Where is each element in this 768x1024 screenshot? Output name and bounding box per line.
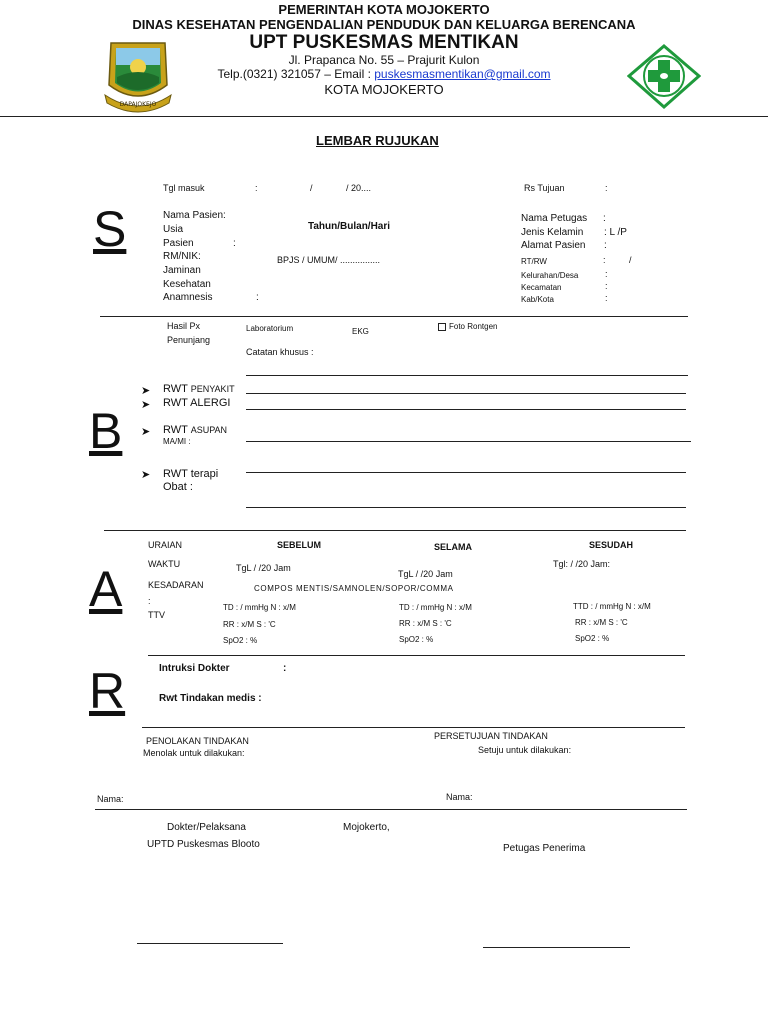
ekg-option: EKG <box>352 327 369 336</box>
rr-sebelum: RR : x/M S : 'C <box>223 620 276 629</box>
nama-petugas-label: Nama Petugas <box>521 213 588 224</box>
section-letter-a: A <box>89 561 123 617</box>
kesadaran-colon: : <box>148 596 151 606</box>
td-sesudah: TTD : / mmHg N : x/M <box>573 602 651 611</box>
nama-right-label: Nama: <box>446 792 473 802</box>
header-phone: Telp.(0321) 321057 – Email : <box>217 67 375 81</box>
signature-line-left <box>137 943 283 944</box>
usia-label: Usia <box>163 224 184 235</box>
section-letter-s: S <box>93 201 127 257</box>
dokter-pelaksana-label: Dokter/Pelaksana <box>167 822 246 833</box>
rt-rw-colon: : <box>603 255 606 265</box>
sebelum-header: SEBELUM <box>277 540 322 550</box>
waktu-sesudah: Tgl: / /20 Jam: <box>553 559 611 569</box>
obat-label: Obat : <box>163 481 193 493</box>
petugas-penerima-label: Petugas Penerima <box>503 843 586 854</box>
menolak-label: Menolak untuk dilakukan: <box>143 748 245 758</box>
puskesmas-logo <box>627 44 701 109</box>
hasil-px-label: Hasil Px <box>167 321 201 331</box>
kesehatan-label: Kesehatan <box>163 279 211 290</box>
divider-b <box>104 530 686 531</box>
divider-r <box>142 727 685 728</box>
ttv-label: TTV <box>148 610 165 620</box>
document-title: LEMBAR RUJUKAN <box>316 133 439 148</box>
spo2-sebelum: SpO2 : % <box>223 636 258 645</box>
header-address: Jl. Prapanca No. 55 – Prajurit Kulon <box>288 53 480 67</box>
section-letter-b: B <box>89 403 123 459</box>
rwt-penyakit-suffix: PENYAKIT <box>190 384 235 394</box>
section-letter-r: R <box>89 663 126 719</box>
foto-rontgen-label: Foto Rontgen <box>449 322 498 331</box>
header-email-link[interactable]: puskesmasmentikan@gmail.com <box>374 67 551 81</box>
uraian-header: URAIAN <box>148 540 183 550</box>
divider-consent <box>95 809 687 810</box>
rwt-terapi-line <box>246 472 686 473</box>
divider-a <box>148 655 685 656</box>
pasien-colon: : <box>233 238 236 249</box>
rt-rw-slash: / <box>629 255 632 265</box>
catatan-line <box>246 375 688 376</box>
rr-sesudah: RR : x/M S : 'C <box>575 618 628 627</box>
rwt-tindakan-label: Rwt Tindakan medis : <box>159 693 262 704</box>
header-title: UPT PUSKESMAS MENTIKAN <box>249 32 519 53</box>
persetujuan-tindakan-label: PERSETUJUAN TINDAKAN <box>434 731 548 741</box>
pasien-label: Pasien <box>163 238 194 249</box>
rwt-alergi-label: RWT ALERGI <box>163 397 231 409</box>
penunjang-label: Penunjang <box>167 335 211 345</box>
instruksi-dokter-label: Intruksi Dokter <box>159 663 230 674</box>
rs-tujuan-label: Rs Tujuan <box>524 183 565 193</box>
selama-header: SELAMA <box>434 542 472 552</box>
tahun-bulan-hari: Tahun/Bulan/Hari <box>308 221 391 232</box>
seal-ribbon-text: DAPAJOKEJO <box>119 101 157 108</box>
bullet-alergi: ➤ <box>141 399 151 411</box>
rwt-penyakit-line <box>246 393 686 394</box>
uptd-label: UPTD Puskesmas Blooto <box>147 839 260 850</box>
waktu-label: WAKTU <box>148 559 181 569</box>
spo2-selama: SpO2 : % <box>399 635 434 644</box>
lab-option: Laboratorium <box>246 324 294 333</box>
rwt-alergi-line <box>246 409 686 410</box>
header-government: PEMERINTAH KOTA MOJOKERTO <box>278 2 490 17</box>
jaminan-label: Jaminan <box>163 265 201 276</box>
kecamatan-colon: : <box>605 281 608 291</box>
nama-petugas-colon: : <box>603 213 606 224</box>
header-city: KOTA MOJOKERTO <box>324 82 444 97</box>
kab-kota-label: Kab/Kota <box>521 295 554 304</box>
tgl-masuk-slash: / <box>310 183 313 193</box>
kecamatan-label: Kecamatan <box>521 283 562 292</box>
mojokerto-date-label: Mojokerto, <box>343 822 390 833</box>
kesadaran-label: KESADARAN <box>148 580 204 590</box>
tgl-masuk-year: / 20.... <box>346 183 372 193</box>
bullet-asupan: ➤ <box>141 426 151 438</box>
kab-kota-colon: : <box>605 293 608 303</box>
divider-s <box>100 316 688 317</box>
bullet-penyakit: ➤ <box>141 385 151 397</box>
sesudah-header: SESUDAH <box>589 540 634 550</box>
nama-pasien-label: Nama Pasien: <box>163 210 226 221</box>
bpjs-umum: BPJS / UMUM/ ................ <box>277 255 381 265</box>
foto-rontgen-checkbox[interactable] <box>438 323 446 331</box>
city-seal-logo <box>97 37 179 113</box>
jenis-kelamin-value: : L /P <box>604 227 627 238</box>
bullet-terapi: ➤ <box>141 469 151 481</box>
rt-rw-label: RT/RW <box>521 257 547 266</box>
kelurahan-label: Kelurahan/Desa <box>521 271 579 280</box>
rwt-asupan-prefix: RWT <box>163 424 191 436</box>
spo2-sesudah: SpO2 : % <box>575 634 610 643</box>
jenis-kelamin-label: Jenis Kelamin <box>521 227 584 238</box>
signature-line-right <box>483 947 630 948</box>
rr-selama: RR : x/M S : 'C <box>399 619 452 628</box>
td-selama: TD : / mmHg N : x/M <box>399 603 472 612</box>
kesadaran-options: COMPOS MENTIS/SAMNOLEN/SOPOR/COMMA <box>254 584 454 593</box>
setuju-label: Setuju untuk dilakukan: <box>478 745 572 755</box>
rwt-asupan-line <box>246 441 691 442</box>
alamat-pasien-colon: : <box>604 240 607 251</box>
header-department: DINAS KESEHATAN PENGENDALIAN PENDUDUK DAN KELUARGA BERENCANA <box>132 17 636 32</box>
rs-tujuan-colon: : <box>605 183 608 193</box>
tgl-masuk-label: Tgl masuk <box>163 183 205 193</box>
rwt-asupan-label <box>163 424 227 436</box>
catatan-khusus-label: Catatan khusus : <box>246 347 314 357</box>
td-sebelum: TD : / mmHg N : x/M <box>223 603 296 612</box>
rwt-asupan-suffix: ASUPAN <box>190 425 228 435</box>
obat-line <box>246 507 686 508</box>
anamnesis-colon: : <box>256 292 259 303</box>
header-divider <box>0 116 768 117</box>
waktu-selama: TgL / /20 Jam <box>398 569 453 579</box>
foto-rontgen-option[interactable] <box>438 322 497 331</box>
waktu-sebelum: TgL / /20 Jam <box>236 563 291 573</box>
rwt-terapi-label: RWT terapi <box>163 468 219 480</box>
alamat-pasien-label: Alamat Pasien <box>521 240 586 251</box>
anamnesis-label: Anamnesis <box>163 292 213 303</box>
instruksi-dokter-colon: : <box>283 663 287 674</box>
rm-nik-label: RM/NIK: <box>163 251 201 262</box>
rwt-penyakit-prefix: RWT <box>163 383 191 395</box>
penolakan-tindakan-label: PENOLAKAN TINDAKAN <box>146 736 249 746</box>
tgl-masuk-colon: : <box>255 183 258 193</box>
rwt-penyakit-label <box>163 383 235 395</box>
mami-label: MA/MI : <box>163 437 191 446</box>
kelurahan-colon: : <box>605 269 608 279</box>
nama-left-label: Nama: <box>97 794 124 804</box>
